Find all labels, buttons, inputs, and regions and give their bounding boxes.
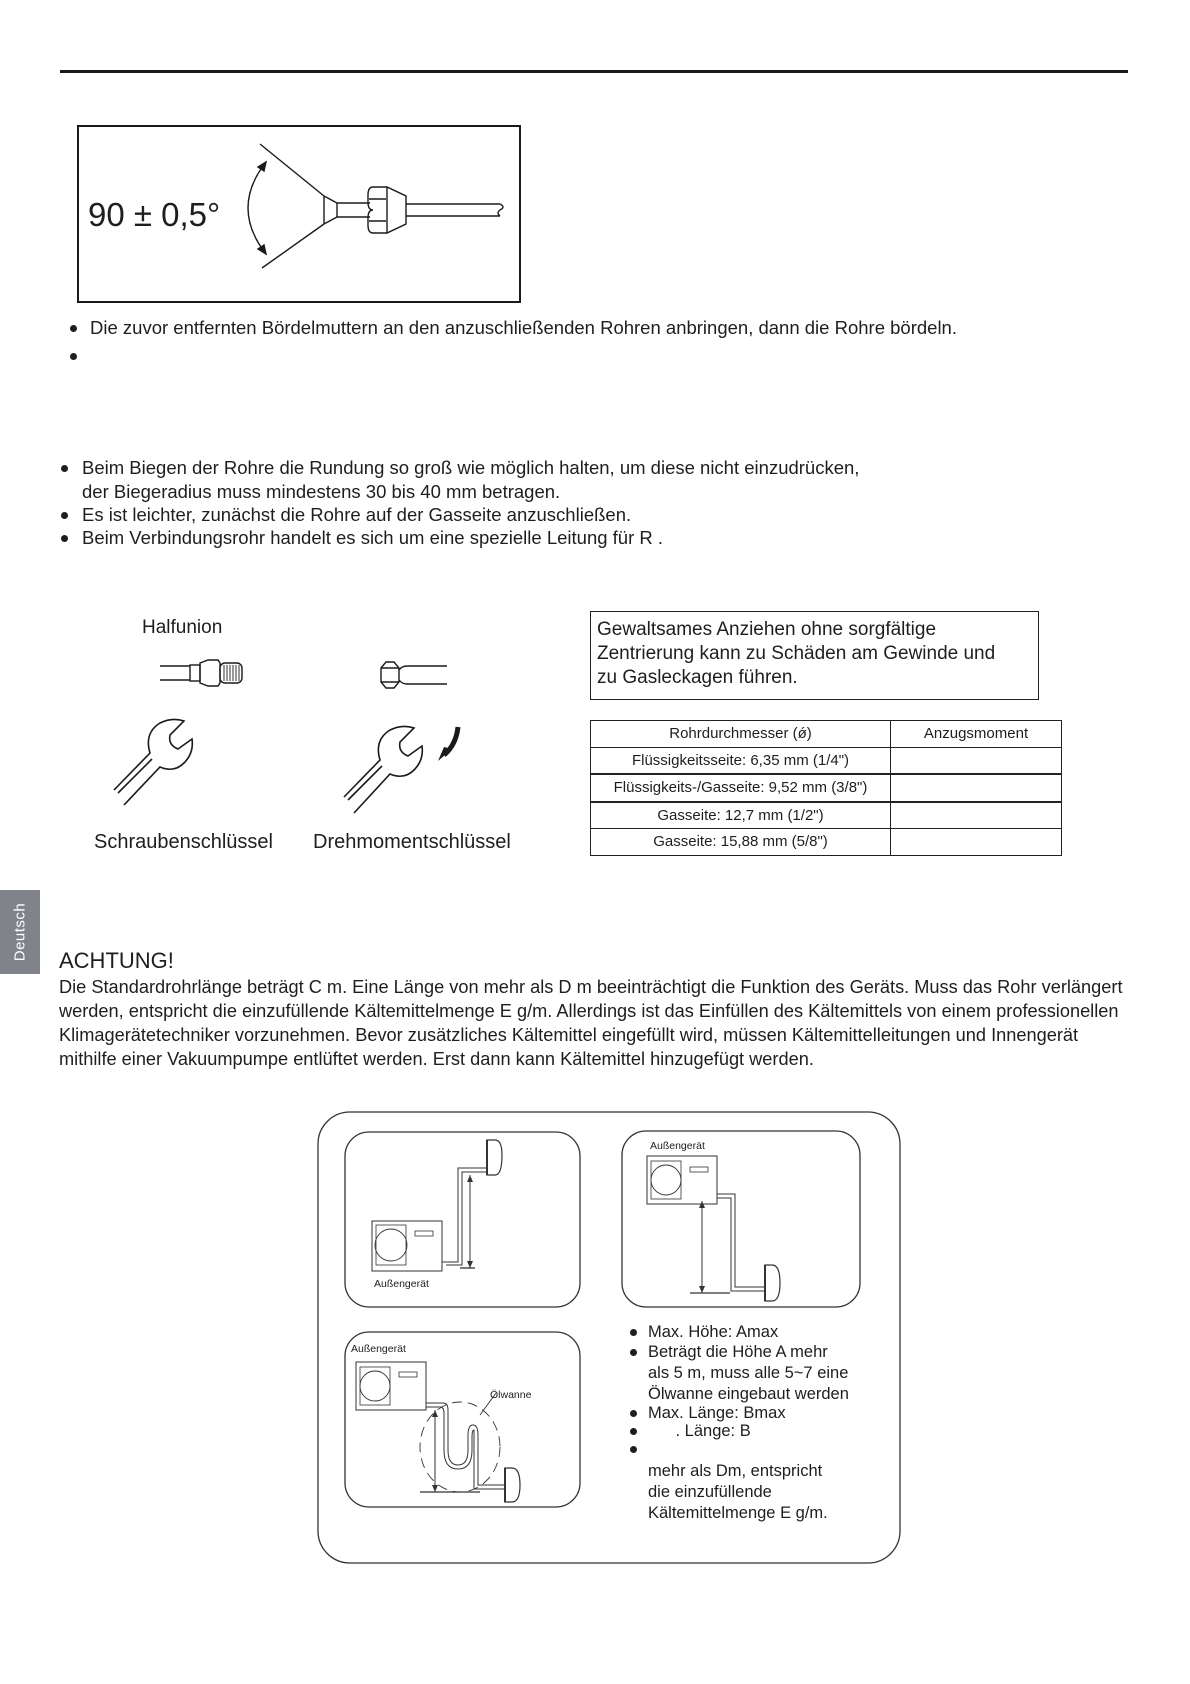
torque-cell <box>891 829 1062 856</box>
note-item <box>628 1439 888 1461</box>
torque-table <box>590 720 1062 856</box>
caution-heading: ACHTUNG! <box>59 948 174 973</box>
flare-nut-pipe-icon <box>375 658 455 692</box>
outdoor-unit-icon <box>647 1156 717 1204</box>
column-header-torque: Anzugsmoment <box>891 721 1062 748</box>
note-item: Ölwanne eingebaut werden <box>648 1385 849 1403</box>
flare-instruction-1: Die zuvor entfernten Bördelmuttern an den anzuschließenden Rohren anbringen, dann die Rohre bördeln. <box>90 317 957 338</box>
bullet-dot <box>70 353 77 360</box>
note-item: Max. Höhe: Amax <box>628 1322 888 1342</box>
pipe-diameter-cell: Gasseite: 15,88 mm (5/8") <box>591 829 891 856</box>
warning-line: zu Gasleckagen führen. <box>597 667 798 688</box>
pipe-diameter-cell: Flüssigkeitsseite: 6,35 mm (1/4") <box>591 747 891 774</box>
language-side-tab <box>0 890 40 974</box>
wrench-label: Schraubenschlüssel <box>94 831 273 853</box>
table-header-row <box>591 721 1062 748</box>
bend-instruction-3: Beim Verbindungsrohr handelt es sich um eine spezielle Leitung für R . <box>82 527 664 548</box>
table-row <box>591 747 1062 774</box>
tightening-warning-box <box>590 611 1039 700</box>
halfunion-label: Halfunion <box>142 617 223 638</box>
indoor-unit-icon <box>505 1468 520 1502</box>
flare-angle-label: 90 ± 0,5° <box>88 196 221 233</box>
panel-indoor-below <box>622 1131 860 1307</box>
pipe-diameter-cell: Flüssigkeits-/Gasseite: 9,52 mm (3/8") <box>591 774 891 802</box>
pipe-diameter-cell: Gasseite: 12,7 mm (1/2") <box>591 802 891 829</box>
flared-pipe-illustration <box>220 140 520 290</box>
wrench-icon <box>110 705 230 815</box>
bend-instruction-1-line-2: der Biegeradius muss mindestens 30 bis 40 mm betragen. <box>82 481 561 502</box>
torque-wrench-label: Drehmomentschlüssel <box>313 831 511 853</box>
outdoor-unit-label: Außengerät <box>650 1140 705 1152</box>
note-item: mehr als Dm, entspricht <box>648 1462 823 1480</box>
oil-trap-label: Ölwanne <box>490 1389 532 1401</box>
torque-wrench-icon <box>340 705 480 825</box>
note-item: Max. Länge: Bmax <box>628 1403 888 1421</box>
note-item: als 5 m, muss alle 5~7 eine <box>648 1364 849 1382</box>
bend-instruction-2: Es ist leichter, zunächst die Rohre auf der Gasseite anzuschließen. <box>82 504 632 525</box>
halfunion-fitting-icon <box>150 655 250 691</box>
note-item: . Länge: B <box>628 1421 888 1439</box>
language-tab-label: Deutsch <box>11 902 29 962</box>
warning-line: Gewaltsames Anziehen ohne sorgfältige <box>597 619 937 640</box>
bullet-dot <box>61 465 68 472</box>
bullet-dot <box>70 325 77 332</box>
torque-cell <box>891 774 1062 802</box>
installation-notes <box>628 1322 888 1524</box>
bullet-dot <box>61 512 68 519</box>
outdoor-unit-label: Außengerät <box>374 1278 429 1290</box>
table-row <box>591 802 1062 829</box>
panel-oil-trap <box>345 1332 580 1507</box>
column-header-pipe-diameter: Rohrdurchmesser (ǿ) <box>591 721 891 748</box>
table-row <box>591 774 1062 802</box>
note-item: Beträgt die Höhe A mehr <box>628 1342 888 1363</box>
caution-body: Die Standardrohrlänge beträgt C m. Eine Länge von mehr als D m beeinträchtigt die Funktion des Geräts. Muss das Rohr verlängert werden, entspricht die einzufüllende Kältemittelmenge E g/m. Allerdings ist das Einfüllen des Kältemittels von einem professionellen Klimagerätetechniker vorzunehmen. Bevor zusätzliches Kältemittel eingefüllt wird, müssen Kältemittelleitungen und Innengerät mithilfe einer Vakuumpumpe entlüftet werden. Erst dann kann Kältemittel hinzugefügt werden. <box>59 977 1123 1069</box>
note-item: die einzufüllende <box>648 1483 772 1501</box>
header-rule <box>60 70 1128 73</box>
bend-instruction-1-line-1: Beim Biegen der Rohre die Rundung so groß wie möglich halten, um diese nicht einzudrücken, <box>82 457 860 478</box>
torque-cell <box>891 802 1062 829</box>
indoor-unit-icon <box>765 1265 780 1301</box>
outdoor-unit-icon <box>356 1362 426 1410</box>
note-item: Kältemittelmenge E g/m. <box>648 1504 828 1522</box>
indoor-unit-icon <box>487 1140 502 1175</box>
outdoor-unit-label: Außengerät <box>351 1343 406 1355</box>
torque-cell <box>891 747 1062 774</box>
bullet-dot <box>61 535 68 542</box>
table-row <box>591 829 1062 856</box>
warning-line: Zentrierung kann zu Schäden am Gewinde und <box>597 643 996 664</box>
